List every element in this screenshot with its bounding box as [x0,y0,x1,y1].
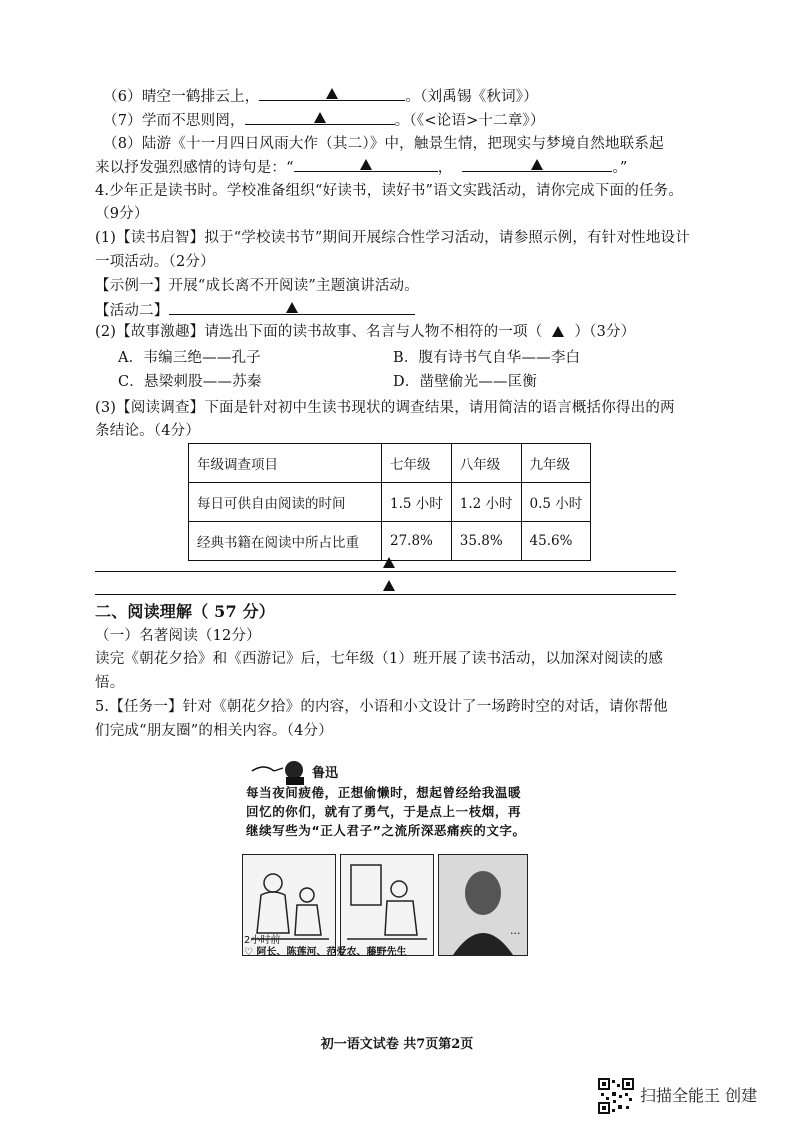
answer-blank[interactable] [294,157,438,172]
answer-blank[interactable] [169,300,415,315]
table-header-cell: 七年级 [382,444,452,483]
question-7 [103,110,545,131]
post-image-illustration[interactable] [340,854,434,956]
table-cell: 45.6% [521,522,591,561]
intro-line1: 读完《朝花夕拾》和《西游记》后，七年级（1）班开展了读书活动，以加深对阅读的感 [95,651,664,667]
table-cell: 0.5 小时 [521,483,591,522]
answer-line-2[interactable] [95,594,676,595]
example-one: 【示例一】开展“成长离不开阅读”主题演讲活动。 [95,278,419,294]
answer-blank[interactable] [245,110,395,125]
table-cell: 35.8% [451,522,521,561]
answer-triangle-icon [383,557,395,568]
question-4-3-line1: (3)【阅读调查】下面是针对初中生读书现状的调查结果，请用简洁的语言概括你得出的两 [95,400,675,416]
scanner-watermark: 扫描全能王 创建 [640,1086,758,1105]
question-4-1-line2: 一项活动。（2分） [95,254,215,270]
section-2-heading: 二、阅读理解（ 57 分） [95,602,276,621]
q4-2-text: (2)【故事激趣】请选出下面的读书故事、名言与人物不相符的一项（ [95,324,543,340]
table-row [189,483,591,522]
table-row [189,522,591,561]
qr-code-icon [598,1078,634,1114]
activity-two [95,300,415,321]
question-5-line2: 们完成“朋友圈”的相关内容。（4分） [95,723,333,739]
q8-comma: ， [437,160,453,176]
post-text: 每当夜间疲倦，正想偷懒时，想起曾经给我温暖回忆的你们，就有了勇气，于是点上一枝烟，再继续写些为“正人君子”之流所深恶痛疾的文字。 [246,785,526,838]
table-cell: 1.2 小时 [451,483,521,522]
question-6 [103,86,538,107]
table-cell: 1.5 小时 [382,483,452,522]
author-name: 鲁迅 [312,766,339,781]
answer-blank[interactable] [462,157,612,172]
question-4-1-line1: (1)【读书启智】拟于“学校读书节”期间开展综合性学习活动，请参照示例，有针对性地设计 [95,230,690,246]
q6-text: （6）晴空一鹤排云上， [103,89,260,105]
page-footer: 初一语文试卷 共7页第2页 [320,1037,474,1052]
answer-triangle-icon [326,88,338,99]
answer-triangle-icon [314,112,326,123]
more-options-icon[interactable]: ··· [510,927,521,940]
question-4-3-line2: 条结论。（4分） [95,423,201,439]
table-cell: 每日可供自由阅读的时间 [189,483,382,522]
table-header-row [189,444,591,483]
answer-triangle-icon [360,159,372,170]
moments-post [240,757,530,957]
answer-triangle-icon [531,159,543,170]
question-4-score: （9分） [95,206,149,222]
table-cell: 27.8% [382,522,452,561]
option-c[interactable]: C．悬梁刺股——苏秦 [118,374,262,390]
q4-2-score: ）（3分） [574,324,636,340]
question-4-2 [95,322,635,342]
table-header-cell: 八年级 [451,444,521,483]
activity-two-label: 【活动二】 [95,303,169,319]
q8-end: 。” [612,160,628,176]
option-b[interactable]: B．腹有诗书气自华——李白 [393,350,581,366]
author-avatar [250,759,308,785]
section-2-1-heading: （一）名著阅读（12分） [95,628,261,644]
option-d[interactable]: D．凿壁偷光——匡衡 [393,374,538,390]
survey-table [188,443,591,561]
post-time: 2小时前 [244,935,281,946]
intro-line2: 悟。 [95,675,125,691]
answer-triangle-icon [552,326,564,337]
q8-text: 来以抒发强烈感情的诗句是：“ [95,160,294,176]
q7-source: 。（《<论语>十二章》） [394,113,545,129]
q6-source: 。（刘禹锡《秋词》） [405,89,538,105]
option-a[interactable]: A．韦编三绝——孔子 [118,350,261,366]
answer-triangle-icon [286,302,298,313]
question-5-line1: 5.【任务一】针对《朝花夕拾》的内容，小语和小文设计了一场跨时空的对话，请你帮他 [95,699,668,715]
post-image-portrait[interactable] [438,854,528,956]
question-4-line1: 4.少年正是读书时。学校准备组织“好读书，读好书”语文实践活动，请你完成下面的任务。 [95,183,684,199]
answer-triangle-icon [383,580,395,591]
question-8-line1: （8）陆游《十一月四日风雨大作（其二）》中，触景生情，把现实与梦境自然地联系起 [103,136,664,152]
post-likes: ♡ 阿长、陈莲河、范爱农、藤野先生 [244,947,407,958]
answer-line-1[interactable] [95,571,676,572]
q7-text: （7）学而不思则罔， [103,113,245,129]
table-header-cell: 年级调查项目 [189,444,382,483]
choice-blank[interactable] [542,322,574,342]
table-header-cell: 九年级 [521,444,591,483]
question-8-line2 [95,157,628,178]
answer-blank[interactable] [259,86,405,101]
table-cell: 经典书籍在阅读中所占比重 [189,522,382,561]
